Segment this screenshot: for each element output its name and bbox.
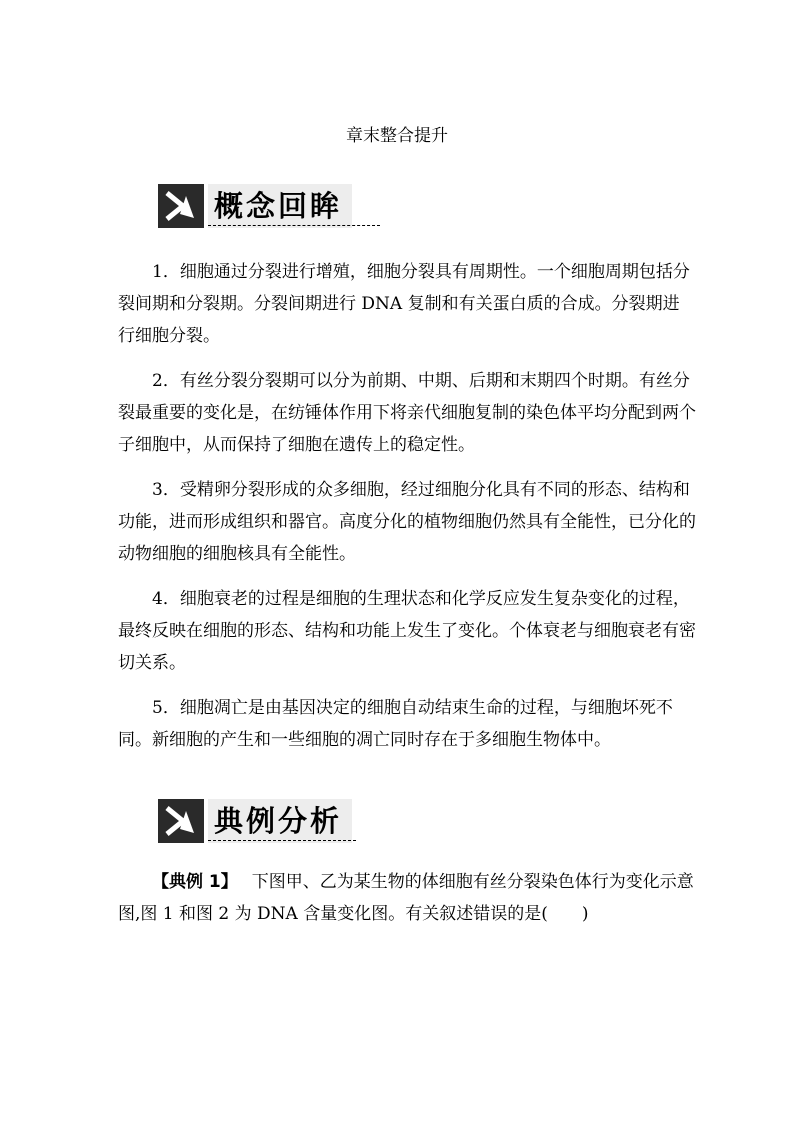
concept-item: 5．细胞凋亡是由基因决定的细胞自动结束生命的过程，与细胞坏死不同。新细胞的产生和一些细胞的凋亡同时存在于多细胞生物体中。 bbox=[118, 698, 673, 750]
concept-list bbox=[118, 256, 696, 769]
example-tag: 【典例 1】 bbox=[152, 872, 238, 892]
example-analysis-title: 典例分析 bbox=[208, 799, 352, 843]
banner-divider bbox=[208, 225, 380, 226]
concept-item: 1．细胞通过分裂进行增殖，细胞分裂具有周期性。一个细胞周期包括分裂间期和分裂期。分裂间期进行 DNA 复制和有关蛋白质的合成。分裂期进行细胞分裂。 bbox=[118, 262, 690, 346]
concept-review-title: 概念回眸 bbox=[208, 184, 352, 228]
example-question bbox=[118, 866, 696, 930]
banner-divider bbox=[208, 840, 356, 841]
example-text: 下图甲、乙为某生物的体细胞有丝分裂染色体行为变化示意图,图 1 和图 2 为 DNA 含量变化图。有关叙述错误的是( ) bbox=[118, 872, 694, 924]
concept-review-banner bbox=[158, 184, 380, 228]
concept-item: 4．细胞衰老的过程是细胞的生理状态和化学反应发生复杂变化的过程，最终反映在细胞的形态、结构和功能上发生了变化。个体衰老与细胞衰老有密切关系。 bbox=[118, 589, 696, 673]
arrow-icon bbox=[158, 799, 204, 843]
concept-item: 2．有丝分裂分裂期可以分为前期、中期、后期和末期四个时期。有丝分裂最重要的变化是，在纺锤体作用下将亲代细胞复制的染色体平均分配到两个子细胞中，从而保持了细胞在遗传上的稳定性。 bbox=[118, 371, 696, 455]
concept-item: 3．受精卵分裂形成的众多细胞，经过细胞分化具有不同的形态、结构和功能，进而形成组织和器官。高度分化的植物细胞仍然具有全能性，已分化的动物细胞的细胞核具有全能性。 bbox=[118, 480, 696, 564]
example-analysis-banner bbox=[158, 799, 356, 843]
page-title: 章末整合提升 bbox=[346, 126, 448, 146]
arrow-icon bbox=[158, 184, 204, 228]
